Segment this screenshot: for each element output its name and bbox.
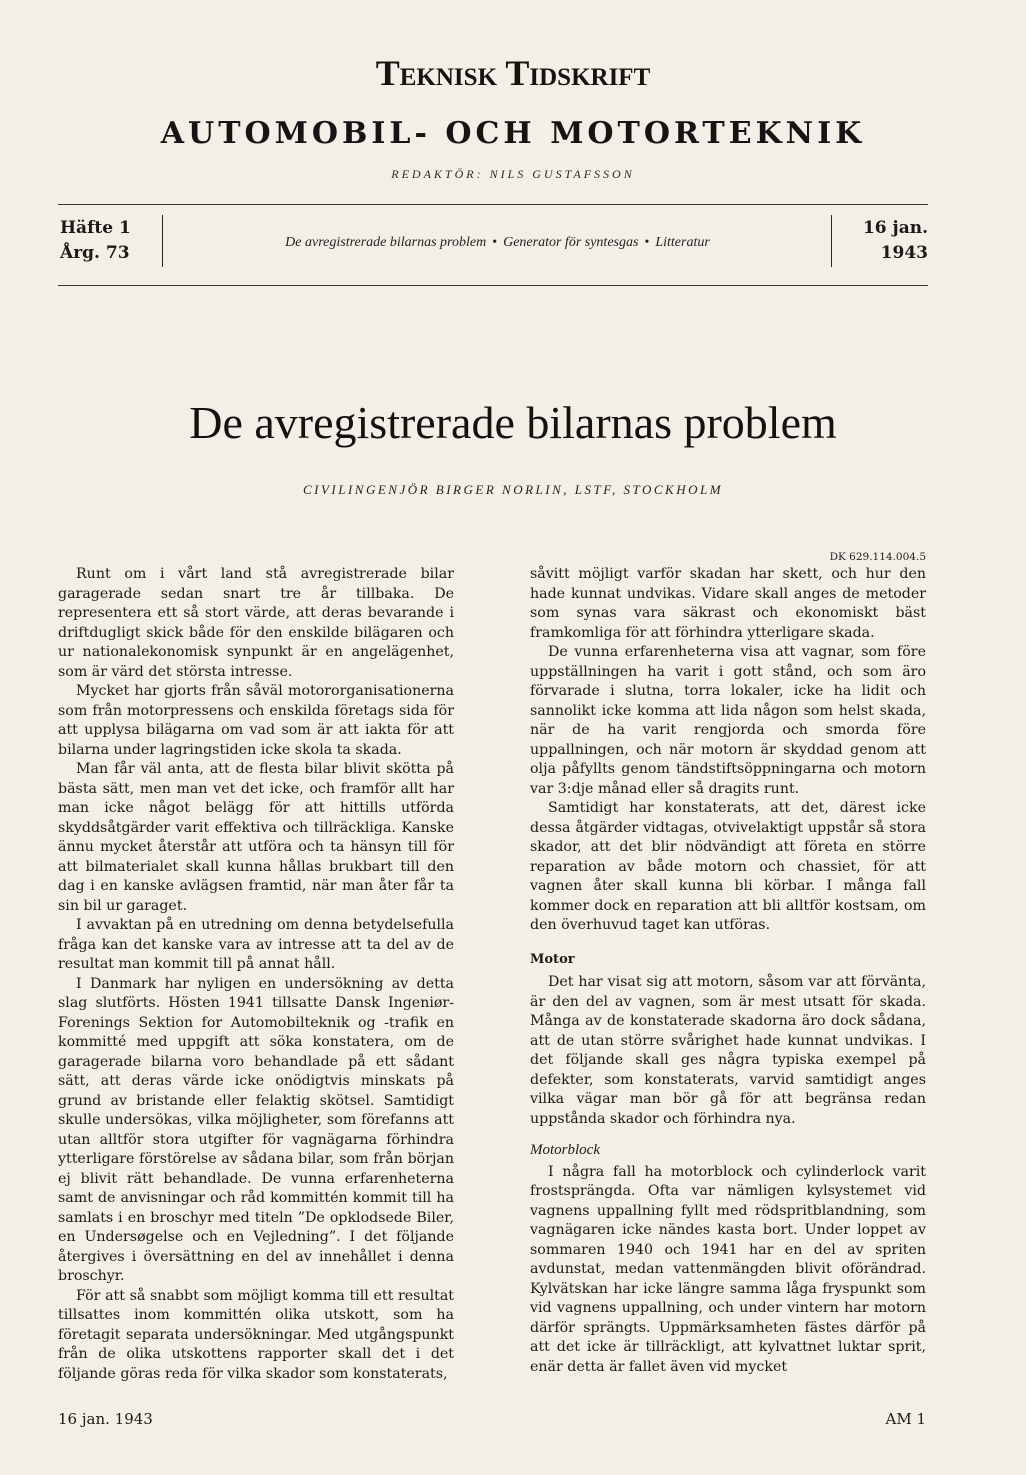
contents-item: Litteratur (655, 235, 710, 250)
paragraph: Samtidigt har konstaterats, att det, därest icke dessa åtgärder vidtagas, otvivelaktigt uppstår så stora skador, att det blir nödvändigt att företa en större reparation av både motorn och chassiet, för att vagnen åter skall kunna bli körbar. I många fall kommer dock en reparation att bli alltför kostsam, om den överhuvud taget kan utföras. (530, 800, 926, 933)
issue-date: 16 jan. (862, 218, 928, 238)
table-of-contents (165, 235, 830, 251)
editor-line: REDAKTÖR: NILS GUSTAFSSON (391, 167, 635, 181)
article-column-left (58, 565, 454, 1384)
article-byline: CIVILINGENJÖR BIRGER NORLIN, LSTF, STOCKHOLM (302, 482, 724, 497)
footer-date: 16 jan. 1943 (58, 1410, 153, 1428)
page-number: AM 1 (885, 1410, 926, 1428)
journal-title: Teknisk Tidskrift (375, 53, 651, 93)
contents-item: De avregistrerade bilarnas problem (285, 235, 487, 250)
paragraph: Det har visat sig att motorn, såsom var att förvänta, är den del av vagnen, som är mest utsatt för skada. Många av de konstaterade skadorna äro dock sådana, att de utan större svårighet hade kunnat undvikas. I det följande skall ges några typiska exempel på defekter, som konstaterats, varvid samtidigt anges vilka vägar man bör gå för att begränsa redan uppstånda skador och förhindra nya. (530, 974, 926, 1127)
issue-year: 1943 (880, 243, 928, 263)
dk-classification: DK 629.114.004.5 (829, 551, 926, 563)
separator-dot: • (492, 235, 498, 250)
article-column-right (530, 565, 926, 1377)
paragraph: Man får väl anta, att de flesta bilar blivit skötta på bästa sätt, men man vet det icke, och framför allt har man icke något belägg för att hittills utförda skyddsåtgärder varit effektiva och tillräckliga. Kanske ännu mycket återstår att utföra och ta hänsyn till för att bilmaterialet skall kunna hållas brukbart till den dag i en kanske avlägsen framtid, när man åter får ta sin bil ur garaget. (58, 761, 454, 914)
contents-item: Generator för syntesgas (503, 235, 639, 250)
issue-info-left (60, 216, 150, 266)
paragraph: Mycket har gjorts från såväl motororganisationerna som från motorpressens och enskilda företags sida för att upplysa bilägarna om vad som är att iakta för att bilarna under lagringstiden icke skola ta skada. (58, 683, 454, 758)
subsection-heading-motorblock: Motorblock (530, 1142, 600, 1158)
article-title: De avregistrerade bilarnas problem (189, 397, 837, 448)
paragraph: För att så snabbt som möjligt komma till ett resultat tillsattes inom kommittén olika utskott, som ha företagit separata undersökningar. Med utgångspunkt från de olika utskottens rapporter skall det i det följande göras reda för vilka skador som konstaterats, (58, 1287, 454, 1382)
paragraph: De vunna erfarenheterna visa att vagnar, som före uppställningen ha varit i gott stånd, och som äro förvarade i slutna, torra lokaler, icke ha lidit och sannolikt icke komma att lida någon som helst skada, när de ha varit rengjorda och smorda före uppallningen, och när motorn är skyddad genom att olja påfyllts genom tändstiftsöppningarna och motorn var 3:dje månad eller så dragits runt. (530, 644, 926, 797)
top-divider (58, 204, 928, 205)
bottom-divider (58, 285, 928, 286)
journal-section-title: AUTOMOBIL- OCH MOTORTEKNIK (160, 116, 866, 151)
paragraph: Runt om i vårt land stå avregistrerade bilar garagerade sedan snart tre år tillbaka. De representera ett så stort värde, att deras bevarande i driftdugligt skick både för den enskilde bilägaren och ur nationalekonomisk synpunkt är en angelägenhet, som är värd det största intresse. (58, 566, 454, 680)
vertical-divider-right (831, 215, 832, 267)
paragraph: I avvaktan på en utredning om denna betydelsefulla fråga kan det kanske vara av intresse att ta del av de resultat man kommit till på annat håll. (58, 917, 454, 972)
paragraph: I Danmark har nyligen en undersökning av detta slag slutförts. Hösten 1941 tillsatte Dansk Ingeniør-Forenings Sektion for Automobilteknik og -trafik en kommitté med uppgift att söka konstatera, om de garagerade bilarna voro behandlade på ett sådant sätt, att deras värde icke onödigtvis minskats på grund av bristande eller felaktig skötsel. Samtidigt skulle undersökas, vilka möjligheter, som förefanns att utan alltför stora utgifter för vagnägarna förhindra ytterligare förstörelse av sådana bilar, som från början ej blivit rätt behandlade. De vunna erfarenheterna samt de anvisningar och råd kommittén kommit till ha samlats i en broschyr med titeln ”De opklodsede Biler, en Undersøgelse och en Vejledning”. I det följande återgives i översättning en del av innehållet i denna broschyr. (58, 975, 454, 1284)
separator-dot: • (644, 235, 650, 250)
issue-info-right (840, 216, 928, 266)
paragraph: såvitt möjligt varför skadan har skett, och hur den hade kunnat undvikas. Vidare skall anges de metoder som synas vara säkrast och ekonomiskt bäst framkomliga för att förhindra ytterligare skada. (530, 566, 926, 641)
issue-number: Häfte 1 (60, 218, 131, 238)
issue-volume: Årg. 73 (60, 243, 130, 263)
section-heading-motor: Motor (530, 951, 575, 967)
vertical-divider-left (162, 215, 163, 267)
paragraph: I några fall ha motorblock och cylinderlock varit frostsprängda. Ofta var nämligen kylsystemet vid vagnens uppallning fyllt med rödspritblandning, som vagnägaren icke nändes kasta bort. Under loppet av sommaren 1940 och 1941 har en del av spriten avdunstat, medan vattenmängden blivit oförändrad. Kylvätskan har icke längre samma låga fryspunkt som vid vagnens uppallning, och under vintern har motorn därför sprängts. Uppmärksamheten fästes därför på att det icke är tillräckligt, att kylvattnet luktar sprit, enär detta är fallet även vid mycket (530, 1163, 926, 1375)
